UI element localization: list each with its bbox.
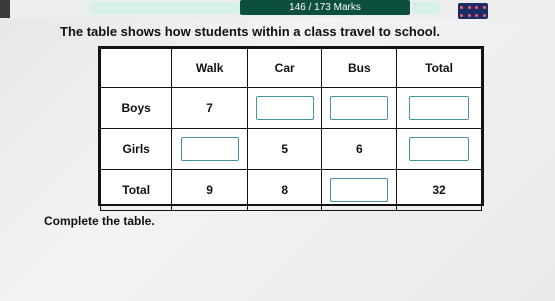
table-header-row (101, 49, 482, 88)
top-bar (0, 0, 555, 18)
answer-input-boys-car[interactable] (256, 96, 314, 120)
cell-total-walk: 9 (172, 170, 248, 211)
question-text: The table shows how students within a class travel to school. (60, 24, 440, 39)
row-label-boys: Boys (101, 88, 172, 129)
left-edge-strip (0, 0, 10, 18)
answer-input-total-bus[interactable] (330, 178, 388, 202)
grid-icon[interactable] (458, 3, 488, 19)
progress-segment-end (412, 2, 440, 14)
marks-indicator: 146 / 173 Marks (240, 0, 410, 15)
cell-boys-bus (322, 88, 397, 129)
travel-table (98, 46, 484, 206)
answer-input-girls-walk[interactable] (181, 137, 239, 161)
column-header-bus: Bus (322, 49, 397, 88)
row-label-girls: Girls (101, 129, 172, 170)
cell-girls-walk (172, 129, 248, 170)
table-row-total (101, 170, 482, 211)
cell-girls-total (397, 129, 482, 170)
table-row-boys (101, 88, 482, 129)
instruction-text: Complete the table. (44, 214, 155, 228)
column-header-total: Total (397, 49, 482, 88)
cell-boys-walk: 7 (172, 88, 248, 129)
table-row-girls (101, 129, 482, 170)
column-header-walk: Walk (172, 49, 248, 88)
cell-total-car: 8 (247, 170, 322, 211)
cell-total-total: 32 (397, 170, 482, 211)
answer-input-boys-bus[interactable] (330, 96, 388, 120)
row-label-total: Total (101, 170, 172, 211)
cell-boys-total (397, 88, 482, 129)
cell-girls-bus: 6 (322, 129, 397, 170)
cell-girls-car: 5 (247, 129, 322, 170)
cell-boys-car (247, 88, 322, 129)
column-header-car: Car (247, 49, 322, 88)
answer-input-boys-total[interactable] (409, 96, 469, 120)
table-corner-cell (101, 49, 172, 88)
answer-input-girls-total[interactable] (409, 137, 469, 161)
progress-segment (90, 2, 240, 14)
cell-total-bus (322, 170, 397, 211)
